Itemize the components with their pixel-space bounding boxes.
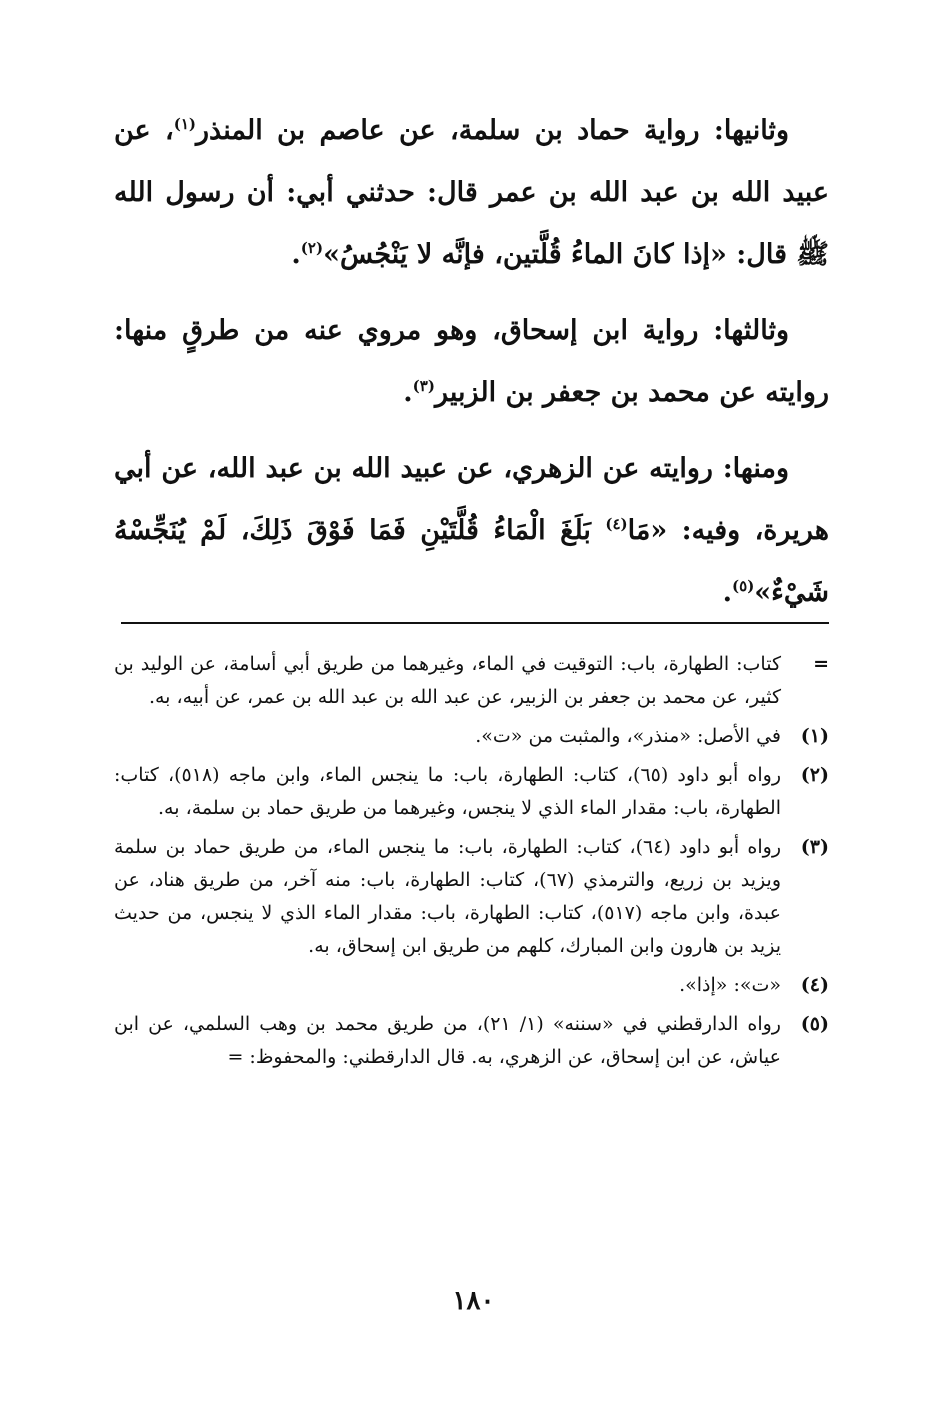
footnote-4 bbox=[114, 969, 829, 1002]
paragraph-text: رواية حماد بن سلمة، عن عاصم بن المنذر bbox=[196, 115, 714, 146]
hadith-text: بَلَغَ الْمَاءُ قُلَّتَيْنِ فَمَا فَوْقَ ذَلِكَ، لَمْ يُنَجِّسْهُ شَيْءٌ» bbox=[114, 515, 829, 608]
paragraph-end: . bbox=[291, 239, 301, 270]
footnote-text: رواه أبو داود (٦٤)، كتاب: الطهارة، باب: ما ينجس الماء، من طريق حماد بن سلمة ويزيد بن زريع، والترمذي (٦٧)، كتاب: الطهارة، باب: منه آخر، من طريق هناد، عن عبدة، وابن ماجه (٥١٧)، كتاب: الطهارة، باب: مقدار الماء الذي لا ينجس، من حديث يزيد بن هارون وابن المبارك، كلهم من طريق ابن إسحاق، به. bbox=[114, 836, 782, 957]
paragraph-third-narration bbox=[114, 300, 829, 424]
footnote-separator bbox=[121, 622, 829, 624]
footnote-text: كتاب: الطهارة، باب: التوقيت في الماء، وغيرهما من طريق أبي أسامة، عن الوليد بن كثير، عن محمد بن جعفر بن الزبير، عن عبد الله بن عبد الله بن عمر، عن أبيه، به. bbox=[114, 653, 781, 708]
footnote-ref: (٣) bbox=[412, 377, 435, 395]
footnote-number: = bbox=[813, 653, 829, 675]
footnote-number: (٥) bbox=[800, 1013, 829, 1035]
paragraph-end: . bbox=[722, 577, 733, 608]
footnote-ref: (٥) bbox=[732, 577, 755, 595]
footnote-continued bbox=[114, 648, 829, 714]
footnote-number: (٣) bbox=[800, 836, 829, 858]
footnote-number: (٤) bbox=[800, 974, 829, 996]
footnote-2 bbox=[114, 759, 829, 825]
footnote-3 bbox=[114, 831, 829, 963]
page-number: ١٨٠ bbox=[452, 1286, 495, 1316]
footnote-text: رواه أبو داود (٦٥)، كتاب: الطهارة، باب: ما ينجس الماء، وابن ماجه (٥١٨)، كتاب: الطهارة، باب: مقدار الماء الذي لا ينجس، وغيرهما من طريق حماد بن سلمة، به. bbox=[114, 764, 781, 819]
paragraph-lead: وثانيها: bbox=[713, 115, 789, 146]
paragraph-text: ومنها: روايته عن الزهري، عن عبيد الله بن عبد الله، عن أبي هريرة، وفيه: «مَا bbox=[114, 453, 829, 546]
footnote-1 bbox=[114, 720, 829, 753]
paragraph-lead: وثالثها: bbox=[713, 315, 789, 346]
paragraph-zuhri-narration bbox=[114, 438, 829, 624]
footnote-text: «ت»: «إذا». bbox=[679, 974, 781, 996]
paragraph-end: . bbox=[403, 377, 413, 408]
footnote-number: (١) bbox=[800, 725, 829, 747]
footnote-5 bbox=[114, 1008, 829, 1074]
footnote-text: رواه الدارقطني في «سننه» (١/ ٢١)، من طريق محمد بن وهب السلمي، عن ابن عياش، عن ابن إسحاق، عن الزهري، به. قال الدارقطني: والمحفوظ: = bbox=[114, 1013, 781, 1068]
paragraph-second-narration bbox=[114, 100, 829, 286]
footnote-ref: (١) bbox=[173, 115, 196, 133]
footnote-ref: (٤) bbox=[605, 515, 628, 533]
paragraph-text: ، عن عبيد الله بن عبد الله بن عمر قال: حدثني أبي: أن رسول الله ﷺ قال: «إذا كانَ الماءُ قُلَّتين، فإنَّه لا يَنْجُسُ» bbox=[114, 115, 829, 270]
footnote-ref: (٢) bbox=[300, 239, 324, 257]
paragraph-text: رواية ابن إسحاق، وهو مروي عنه من طرقٍ منها: روايته عن محمد بن جعفر بن الزبير bbox=[114, 315, 829, 408]
footnote-number: (٢) bbox=[800, 764, 829, 786]
footnotes bbox=[114, 648, 829, 1080]
main-text bbox=[114, 100, 829, 634]
footnote-text: في الأصل: «منذر»، والمثبت من «ت». bbox=[475, 725, 781, 747]
